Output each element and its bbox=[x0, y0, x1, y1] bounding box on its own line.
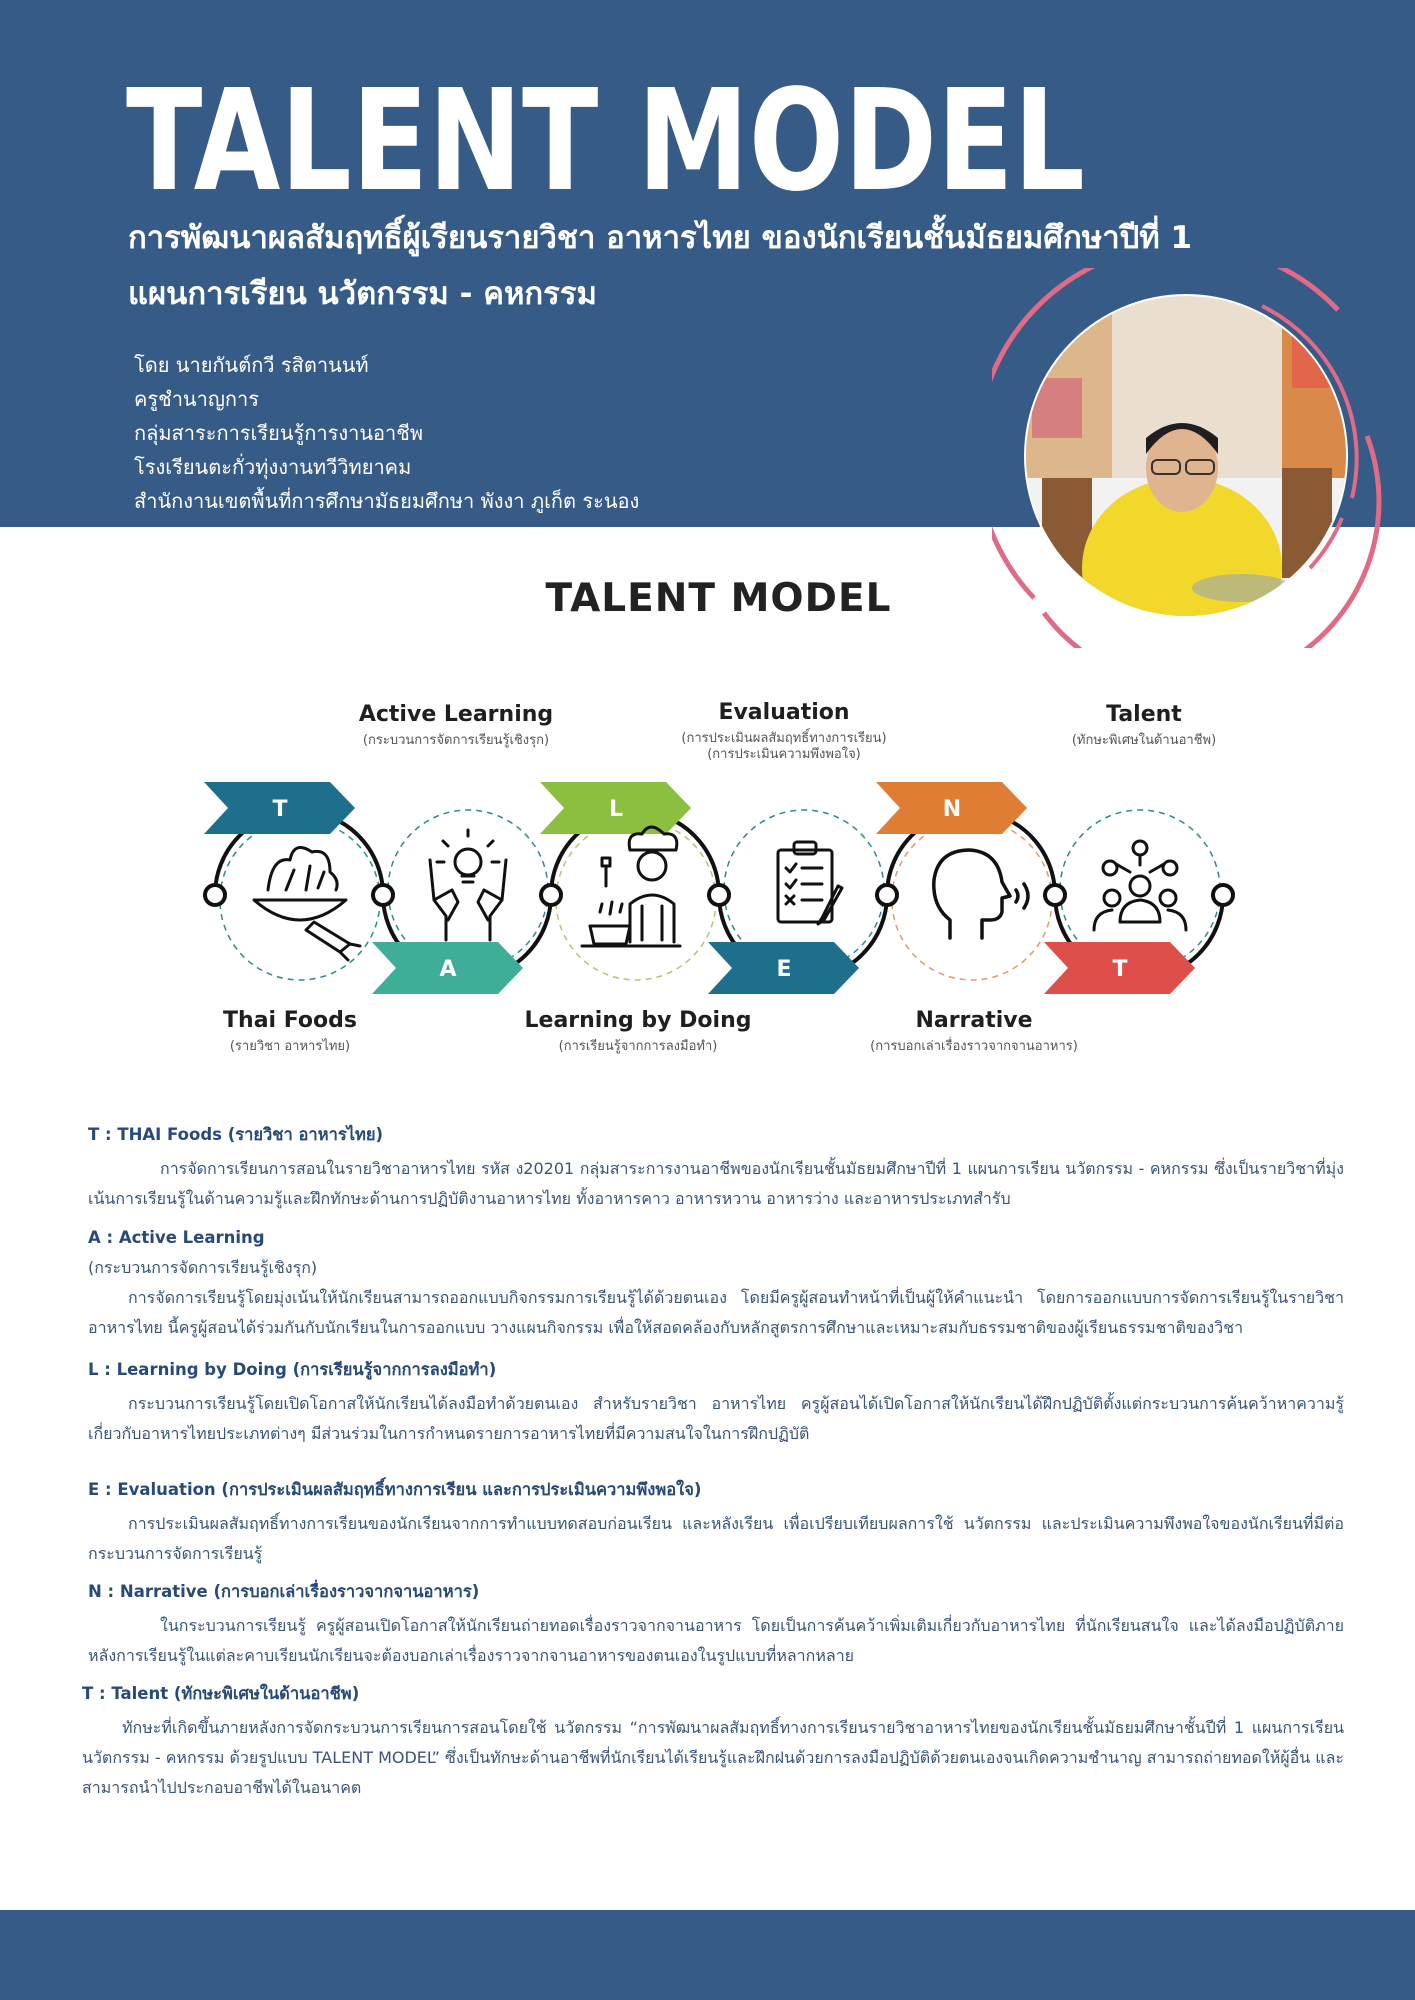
stage-subtitle: (รายวิชา อาหารไทย) bbox=[229, 1039, 351, 1054]
section-paragraph: ในกระบวนการเรียนรู้ ครูผู้สอนเปิดโอกาสให้นักเรียนถ่ายทอดเรื่องราวจากจานอาหาร โดยเป็นการค้นคว้าเพิ่มเติมเกี่ยวกับอาหารไทย ที่นักเรียนสนใจ และได้ลงมือปฏิบัติภายหลังการเรียนรู้ในแต่ละคาบเรียนนักเรียนจะต้องบอกเล่าเรื่องราวจากจานอาหารของตนเองในรูปแบบที่หลากหลาย bbox=[88, 1616, 1344, 1665]
stage-label-active-learning bbox=[359, 702, 553, 749]
node-dot bbox=[1045, 885, 1065, 905]
section-title: T : THAI Foods (รายวิชา อาหารไทย) bbox=[88, 1125, 384, 1144]
stage-name: Evaluation bbox=[718, 700, 850, 725]
svg-text:A: A bbox=[439, 957, 457, 982]
section-title: N : Narrative (การบอกเล่าเรื่องราวจากจานอาหาร) bbox=[88, 1582, 480, 1601]
stage-name: Active Learning bbox=[358, 702, 554, 727]
node-dot bbox=[205, 885, 225, 905]
idea-lightbulb-icon bbox=[430, 830, 506, 940]
section-title: E : Evaluation (การประเมินผลสัมฤทธิ์ทางการเรียน และการประเมินความพึงพอใจ) bbox=[88, 1480, 702, 1499]
stage-name: Thai Foods bbox=[223, 1008, 357, 1033]
subtitle-line-1: การพัฒนาผลสัมฤทธิ์ผู้เรียนรายวิชา อาหารไทย ของนักเรียนชั้นมัธยมศึกษาปีที่ 1 bbox=[128, 220, 1193, 256]
checklist-clipboard-icon bbox=[778, 842, 842, 924]
footer-banner bbox=[0, 1910, 1415, 2000]
stage-subtitle: (กระบวนการจัดการเรียนรู้เชิงรุก) bbox=[362, 733, 550, 748]
section-paragraph: การจัดการเรียนรู้โดยมุ่งเน้นให้นักเรียนสามารถออกแบบกิจกรรมการเรียนรู้ได้ด้วยตนเอง โดยมีครูผู้สอนทำหน้าที่เป็นผู้ให้คำแนะนำ โดยการออกแบบการจัดการเรียนรู้ในรายวิชา อาหารไทย นี้ครูผู้สอนได้ร่วมกันกับนักเรียนในการออกแบบ วางแผนกิจกรรม เพื่อให้สอดคล้องกับหลักสูตรการศึกษาและเหมาะสมกับธรรมชาติของผู้เรียนธรรมชาติของวิชา bbox=[88, 1288, 1344, 1337]
author-position: ครูชำนาญการ bbox=[134, 387, 259, 411]
section-paragraph: การจัดการเรียนการสอนในรายวิชาอาหารไทย รหัส ง20201 กลุ่มสาระการงานอาชีพของนักเรียนชั้นมัธยมศึกษาปีที่ 1 แผนการเรียน นวัตกรรม - คหกรรม ซึ่งเป็นรายวิชาที่มุ่งเน้นการเรียนรู้ในด้านความรู้และฝึกทักษะด้านการปฏิบัติงานอาหารไทย ทั้งอาหารคาว อาหารหวาน อาหารว่าง และอาหารประเภทสำรับ bbox=[88, 1159, 1344, 1208]
ribbon-l-learning-by-doing bbox=[540, 782, 691, 834]
stage-subtitle: (การประเมินความพึงพอใจ) bbox=[707, 747, 861, 762]
content-sections bbox=[82, 1122, 1344, 1803]
node-dot bbox=[709, 885, 729, 905]
stage-label-thai-foods bbox=[223, 1008, 357, 1055]
stage-label-talent bbox=[1072, 702, 1216, 749]
section-active-learning bbox=[88, 1228, 1344, 1343]
ribbon-n-narrative bbox=[876, 782, 1027, 834]
author-office: สำนักงานเขตพื้นที่การศึกษามัธยมศึกษา พังงา ภูเก็ต ระนอง bbox=[134, 489, 640, 513]
talent-model-diagram bbox=[190, 690, 1240, 1090]
svg-text:T: T bbox=[1112, 957, 1128, 982]
stage-subtitle: (การเรียนรู้จากการลงมือทำ) bbox=[558, 1039, 718, 1054]
section-talent bbox=[82, 1681, 1344, 1803]
author-school: โรงเรียนตะกั่วทุ่งงานทวีวิทยาคม bbox=[134, 455, 412, 479]
ribbon-t-talent bbox=[1044, 942, 1195, 994]
section-title: T : Talent (ทักษะพิเศษในด้านอาชีพ) bbox=[82, 1684, 360, 1703]
stage-label-learning-by-doing bbox=[525, 1008, 752, 1055]
stage-name: Learning by Doing bbox=[524, 1008, 752, 1033]
section-thai-foods bbox=[88, 1122, 1344, 1214]
svg-text:E: E bbox=[776, 957, 792, 982]
section-paragraph: การประเมินผลสัมฤทธิ์ทางการเรียนของนักเรียนจากการทำแบบทดสอบก่อนเรียน และหลังเรียน เพื่อเปรียบเทียบผลการใช้ นวัตกรรม และประเมินความพึงพอใจของนักเรียนที่มีต่อกระบวนการจัดการเรียนรู้ bbox=[88, 1514, 1344, 1563]
section-paragraph: กระบวนการเรียนรู้โดยเปิดโอกาสให้นักเรียนได้ลงมือทำด้วยตนเอง สำหรับรายวิชา อาหารไทย ครูผู้สอนได้เปิดโอกาสให้นักเรียนได้ฝึกปฏิบัติตั้งแต่กระบวนการค้นคว้าหาความรู้เกี่ยวกับอาหารไทยประเภทต่างๆ มีส่วนร่วมในการกำหนดรายการอาหารไทยที่มีความสนใจในการฝึกปฏิบัติ bbox=[88, 1394, 1344, 1443]
ribbon-a-active-learning bbox=[372, 942, 523, 994]
section-narrative bbox=[88, 1579, 1344, 1671]
stage-name: Narrative bbox=[915, 1008, 1033, 1033]
stage-subtitle: (การบอกเล่าเรื่องราวจากจานอาหาร) bbox=[870, 1039, 1078, 1054]
team-network-icon bbox=[1094, 841, 1186, 930]
stage-label-narrative bbox=[870, 1008, 1078, 1055]
chef-cooking-icon bbox=[582, 827, 680, 946]
author-name: โดย นายกันต์กวี รสิตานนท์ bbox=[134, 353, 369, 377]
svg-text:L: L bbox=[608, 797, 624, 822]
section-title: L : Learning by Doing (การเรียนรู้จากการลงมือทำ) bbox=[88, 1360, 497, 1379]
page-title: TALENT MODEL bbox=[126, 60, 1085, 223]
stage-subtitle: (ทักษะพิเศษในด้านอาชีพ) bbox=[1071, 733, 1217, 748]
stage-name: Talent bbox=[1106, 702, 1182, 727]
stage-subtitle: (การประเมินผลสัมฤทธิ์ทางการเรียน) bbox=[681, 731, 887, 746]
section-learning-by-doing bbox=[88, 1357, 1344, 1449]
model-title: TALENT MODEL bbox=[545, 576, 892, 621]
svg-text:N: N bbox=[942, 797, 962, 822]
section-paragraph: ทักษะที่เกิดขึ้นภายหลังการจัดกระบวนการเรียนการสอนโดยใช้ นวัตกรรม “การพัฒนาผลสัมฤทธิ์ทางการเรียนรายวิชาอาหารไทยของนักเรียนชั้นมัธยมศึกษาชั้นปีที่ 1 แผนการเรียน นวัตกรรม - คหกรรม ด้วยรูปแบบ TALENT MODEL” ซึ่งเป็นทักษะด้านอาชีพที่นักเรียนได้เรียนรู้และฝึกฝนด้วยการลงมือปฏิบัติด้วยตนเองจนเกิดความชำนาญ สามารถถ่ายทอดให้ผู้อื่น และสามารถนำไปประกอบอาชีพได้ในอนาคต bbox=[82, 1718, 1344, 1797]
ribbon-t-thai-foods bbox=[204, 782, 355, 834]
node-dot bbox=[877, 885, 897, 905]
section-evaluation bbox=[88, 1477, 1344, 1569]
section-subtitle: (กระบวนการจัดการเรียนรู้เชิงรุก) bbox=[88, 1258, 318, 1277]
subtitle-line-2: แผนการเรียน นวัตกรรม - คหกรรม bbox=[128, 276, 597, 312]
author-block bbox=[134, 348, 639, 518]
thai-food-bowl-icon bbox=[254, 848, 360, 961]
node-dot bbox=[373, 885, 393, 905]
stage-label-evaluation bbox=[681, 700, 886, 763]
node-dot bbox=[541, 885, 561, 905]
section-title: A : Active Learning bbox=[88, 1228, 265, 1247]
speaking-head-icon bbox=[934, 850, 1028, 938]
author-department: กลุ่มสาระการเรียนรู้การงานอาชีพ bbox=[134, 421, 424, 445]
ribbon-e-evaluation bbox=[708, 942, 859, 994]
svg-text:T: T bbox=[272, 797, 288, 822]
node-dot bbox=[1213, 885, 1233, 905]
